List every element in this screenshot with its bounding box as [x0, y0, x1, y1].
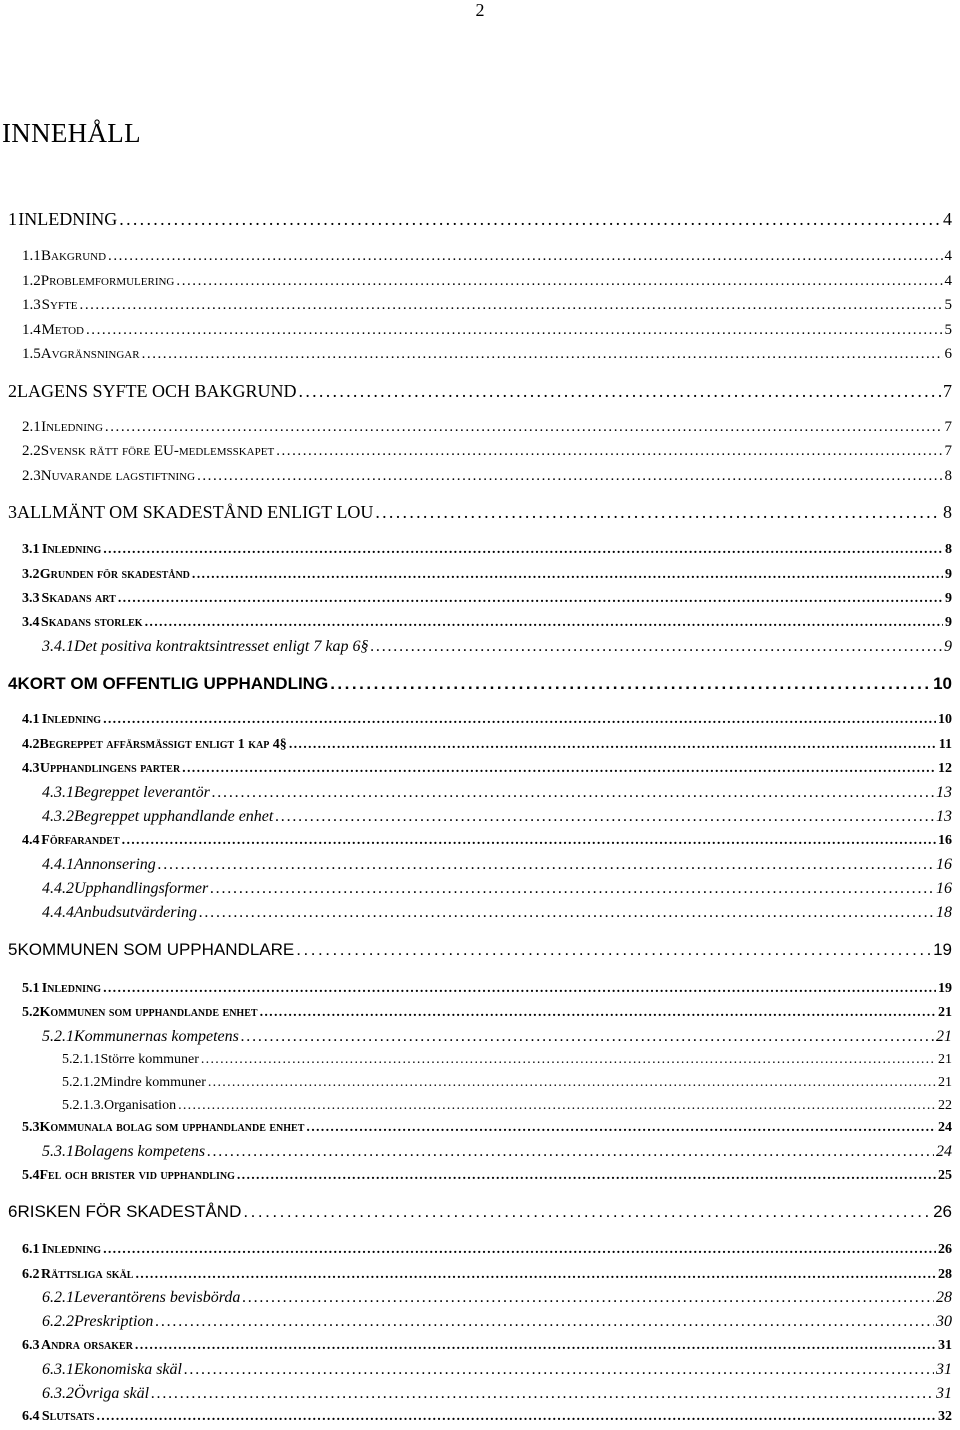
- toc-label: KOMMUNEN SOM UPPHANDLARE: [17, 940, 295, 959]
- toc-page: 6: [944, 346, 952, 362]
- toc-leader: [260, 1002, 936, 1024]
- toc-leader: [178, 1095, 936, 1117]
- toc-leader: [119, 208, 941, 230]
- toc-entry-3-4[interactable]: [22, 612, 952, 634]
- toc-label: Grunden för skadestånd: [39, 567, 190, 582]
- toc-page: 32: [938, 1409, 952, 1424]
- toc-number: 4: [8, 674, 18, 693]
- toc-page: 21: [938, 1075, 952, 1090]
- toc-leader: [375, 501, 941, 523]
- toc-leader: [306, 1117, 936, 1139]
- toc-label: Syfte: [41, 297, 78, 313]
- toc-number: 1.4: [22, 322, 41, 338]
- toc-number: 6: [8, 1202, 18, 1221]
- toc-label: Andra orsaker: [40, 1338, 133, 1353]
- toc-number: 1.1: [22, 248, 41, 264]
- toc-entry-1[interactable]: [8, 208, 952, 230]
- toc-leader: [243, 1201, 931, 1223]
- toc-page: 21: [936, 1028, 952, 1045]
- toc-leader: [151, 1383, 934, 1405]
- toc-page: 28: [938, 1267, 952, 1282]
- toc-leader: [275, 806, 934, 828]
- toc-leader: [118, 588, 943, 610]
- toc-number: 5.2: [22, 1005, 40, 1020]
- toc-entry-5-2-1-3[interactable]: [62, 1095, 952, 1117]
- toc-label: Inledning: [41, 981, 102, 996]
- toc-page: 13: [936, 808, 952, 825]
- toc-entry-5-3-1[interactable]: [42, 1141, 952, 1163]
- toc-entry-5-2-1-2[interactable]: [62, 1072, 952, 1094]
- toc-page: 19: [933, 940, 952, 959]
- toc-page: 9: [944, 638, 952, 655]
- toc-label: Inledning: [41, 419, 103, 435]
- toc-number: 3.4.1: [42, 638, 74, 655]
- toc-entry-5[interactable]: [8, 939, 952, 961]
- toc-entry-5-4[interactable]: [22, 1165, 952, 1187]
- toc-page: 22: [938, 1098, 952, 1113]
- toc-page: 5: [944, 297, 952, 313]
- toc-number: 6.3: [22, 1338, 40, 1353]
- toc-leader: [370, 636, 942, 658]
- toc-page: 10: [938, 712, 952, 727]
- toc-entry-6-2-2[interactable]: [42, 1311, 952, 1333]
- toc-page: 7: [944, 443, 952, 459]
- toc-leader: [212, 782, 934, 804]
- toc-page: 5: [944, 322, 952, 338]
- toc-number: 1.2: [22, 273, 41, 289]
- toc-label: Nuvarande lagstiftning: [40, 468, 196, 484]
- toc-leader: [145, 612, 943, 634]
- toc-page: 31: [938, 1338, 952, 1353]
- toc-entry-5-2-1[interactable]: [42, 1026, 952, 1048]
- toc-number: 1: [8, 209, 17, 229]
- toc-entry-3-3[interactable]: [22, 588, 952, 610]
- toc-page: 24: [936, 1143, 952, 1160]
- toc-entry-6-3-2[interactable]: [42, 1383, 952, 1405]
- toc-page: 28: [936, 1289, 952, 1306]
- toc-leader: [97, 1406, 937, 1428]
- toc-page: 21: [938, 1052, 952, 1067]
- toc-leader: [192, 564, 943, 586]
- toc-entry-4[interactable]: [8, 673, 952, 695]
- toc-number: 5: [8, 940, 18, 959]
- toc-leader: [182, 758, 936, 780]
- toc-page: 18: [936, 904, 952, 921]
- toc-label: KORT OM OFFENTLIG UPPHANDLING: [17, 674, 329, 693]
- toc-number: 6.4: [22, 1409, 40, 1424]
- toc-number: 5.2.1.2: [62, 1075, 101, 1090]
- toc-page: 9: [945, 615, 952, 630]
- toc-label: Slutsats: [41, 1409, 95, 1424]
- toc-label: RISKEN FÖR SKADESTÅND: [17, 1202, 242, 1221]
- toc-label: Avgränsningar: [40, 346, 140, 362]
- toc-label: Anbudsutvärdering: [74, 904, 197, 921]
- page-title: INNEHÅLL: [2, 118, 141, 148]
- toc-entry-1-4[interactable]: [22, 319, 952, 341]
- toc-label: Organisation: [104, 1098, 177, 1113]
- page-number: 2: [475, 0, 485, 20]
- toc-label: Mindre kommuner: [100, 1075, 206, 1090]
- toc-entry-3-4-1[interactable]: [42, 636, 952, 658]
- toc-number: 2.1: [22, 419, 41, 435]
- toc-number: 3.1: [22, 542, 40, 557]
- toc-entry-6-3-1[interactable]: [42, 1359, 952, 1381]
- toc-number: 4.3: [22, 761, 40, 776]
- toc-number: 5.2.1.1: [62, 1052, 101, 1067]
- toc-page: 10: [933, 674, 952, 693]
- toc-entry-4-2[interactable]: [22, 734, 952, 756]
- toc-page: 8: [945, 542, 952, 557]
- toc-page: 16: [936, 856, 952, 873]
- toc-leader: [299, 380, 941, 402]
- toc-number: 4.3.1: [42, 784, 74, 801]
- toc-label: Preskription: [74, 1313, 154, 1330]
- toc-page: 9: [945, 591, 952, 606]
- toc-leader: [276, 440, 942, 462]
- toc-entry-4-4-2[interactable]: [42, 878, 952, 900]
- toc-leader: [207, 1141, 934, 1163]
- toc-leader: [86, 319, 943, 341]
- toc-page: 16: [938, 833, 952, 848]
- toc-leader: [142, 343, 943, 365]
- toc-label: INLEDNING: [18, 209, 118, 229]
- toc-number: 4.2: [22, 737, 40, 752]
- toc-leader: [237, 1165, 936, 1187]
- toc-page: 4: [943, 209, 952, 229]
- toc-label: Leverantörens bevisbörda: [74, 1289, 241, 1306]
- toc-label: Kommunala bolag som upphandlande enhet: [39, 1120, 305, 1135]
- toc-number: 4.4.2: [42, 880, 74, 897]
- toc-leader: [208, 1072, 936, 1094]
- toc-page: 4: [944, 273, 952, 289]
- toc-entry-1-5[interactable]: [22, 343, 952, 365]
- toc-page: 26: [933, 1202, 952, 1221]
- toc-entry-2-1[interactable]: [22, 416, 952, 438]
- toc-label: Större kommuner: [100, 1052, 199, 1067]
- toc-label: Upphandlingsformer: [74, 880, 209, 897]
- toc-leader: [242, 1287, 934, 1309]
- toc-entry-5-2[interactable]: [22, 1002, 952, 1024]
- toc-entry-2-2[interactable]: [22, 440, 952, 462]
- toc-number: 6.2.1: [42, 1289, 74, 1306]
- toc-entry-4-4-1[interactable]: [42, 854, 952, 876]
- toc-label: LAGENS SYFTE OCH BAKGRUND: [17, 381, 297, 401]
- toc-page: 12: [938, 761, 952, 776]
- toc-label: Metod: [41, 322, 84, 338]
- toc-number: 3.4: [22, 615, 40, 630]
- toc-number: 2: [8, 381, 17, 401]
- toc-entry-4-4[interactable]: [22, 830, 952, 852]
- toc-number: 6.3.1: [42, 1361, 74, 1378]
- toc-entry-1-1[interactable]: [22, 245, 952, 267]
- toc-label: Rättsliga skäl: [40, 1267, 134, 1282]
- toc-label: Kommunen som upphandlande enhet: [39, 1005, 258, 1020]
- toc-entry-6[interactable]: [8, 1201, 952, 1223]
- toc-number: 1.5: [22, 346, 41, 362]
- toc-page: 24: [938, 1120, 952, 1135]
- toc-leader: [210, 878, 934, 900]
- toc-page: 13: [936, 784, 952, 801]
- toc-label: Inledning: [41, 542, 102, 557]
- toc-leader: [103, 539, 943, 561]
- toc-label: Förfarandet: [41, 833, 120, 848]
- toc-entry-3-1[interactable]: [22, 539, 952, 561]
- toc-label: Bakgrund: [41, 248, 107, 264]
- toc-label: Fel och brister vid upphandling: [39, 1168, 235, 1183]
- toc-number: 6.2: [22, 1267, 40, 1282]
- toc-number: 4.4: [22, 833, 40, 848]
- toc-page: 4: [944, 248, 952, 264]
- toc-entry-4-3-2[interactable]: [42, 806, 952, 828]
- toc-entry-6-3[interactable]: [22, 1335, 952, 1357]
- toc-page: 25: [938, 1168, 952, 1183]
- toc-leader: [103, 1239, 936, 1261]
- toc-number: 5.1: [22, 981, 40, 996]
- toc-leader: [122, 830, 936, 852]
- toc-label: Övriga skäl: [74, 1385, 150, 1402]
- toc-page: 9: [945, 567, 952, 582]
- toc-entry-1-3[interactable]: [22, 294, 952, 316]
- toc-leader: [80, 294, 943, 316]
- toc-number: 4.3.2: [42, 808, 74, 825]
- toc-entry-5-3[interactable]: [22, 1117, 952, 1139]
- toc-entry-4-3[interactable]: [22, 758, 952, 780]
- toc-entry-2-3[interactable]: [22, 465, 952, 487]
- toc-leader: [158, 854, 934, 876]
- toc-label: Begreppet affärsmässigt enligt 1 kap 4§: [39, 737, 287, 752]
- toc-leader: [197, 465, 942, 487]
- toc-entry-1-2[interactable]: [22, 270, 952, 292]
- toc-entry-6-2-1[interactable]: [42, 1287, 952, 1309]
- toc-page: 8: [944, 468, 952, 484]
- toc-entry-5-1[interactable]: [22, 978, 952, 1000]
- toc-label: Det positiva kontraktsintresset enligt 7 kap 6§: [74, 638, 369, 655]
- toc-number: 5.3: [22, 1120, 40, 1135]
- toc-leader: [330, 673, 931, 695]
- toc-leader: [103, 709, 936, 731]
- toc-label: Upphandlingens parter: [39, 761, 181, 776]
- toc-leader: [201, 1049, 936, 1071]
- toc-number: 5.4: [22, 1168, 40, 1183]
- toc-leader: [296, 939, 931, 961]
- toc-leader: [135, 1335, 936, 1357]
- toc-leader: [184, 1359, 934, 1381]
- toc-page: 31: [936, 1361, 952, 1378]
- toc-label: Begreppet leverantör: [74, 784, 210, 801]
- toc-page: 21: [938, 1005, 952, 1020]
- toc-page: 31: [936, 1385, 952, 1402]
- toc-entry-6-1[interactable]: [22, 1239, 952, 1261]
- toc-entry-5-2-1-1[interactable]: [62, 1049, 952, 1071]
- toc-label: Annonsering: [74, 856, 156, 873]
- toc-leader: [105, 416, 943, 438]
- toc-number: 6.3.2: [42, 1385, 74, 1402]
- toc-label: Svensk rätt före EU-medlemsskapet: [40, 443, 275, 459]
- toc-number: 4.4.1: [42, 856, 74, 873]
- toc-leader: [155, 1311, 934, 1333]
- toc-entry-4-4-4[interactable]: [42, 902, 952, 924]
- toc-entry-3[interactable]: [8, 501, 952, 523]
- toc-number: 6.2.2: [42, 1313, 74, 1330]
- toc-label: Ekonomiska skäl: [74, 1361, 182, 1378]
- toc-page: 19: [938, 981, 952, 996]
- toc-label: Inledning: [41, 1242, 102, 1257]
- toc-entry-4-1[interactable]: [22, 709, 952, 731]
- toc-number: 3.3: [22, 591, 40, 606]
- toc-number: 4.4.4: [42, 904, 74, 921]
- toc-number: 2.3: [22, 468, 41, 484]
- toc-number: 6.1: [22, 1242, 40, 1257]
- toc-leader: [199, 902, 934, 924]
- toc-label: Problemformulering: [40, 273, 175, 289]
- toc-number: 2.2: [22, 443, 41, 459]
- toc-label: Bolagens kompetens: [74, 1143, 206, 1160]
- toc-leader: [108, 245, 942, 267]
- toc-page: 8: [943, 502, 952, 522]
- toc-leader: [176, 270, 942, 292]
- toc-page: 11: [938, 737, 952, 752]
- toc-page: 30: [936, 1313, 952, 1330]
- toc-number: 1.3: [22, 297, 41, 313]
- toc-number: 3.2: [22, 567, 40, 582]
- toc-page: 26: [938, 1242, 952, 1257]
- toc-number: 3: [8, 502, 17, 522]
- toc-entry-6-4[interactable]: [22, 1406, 952, 1428]
- toc-label: Skadans art: [41, 591, 116, 606]
- toc-entry-4-3-1[interactable]: [42, 782, 952, 804]
- toc-entry-3-2[interactable]: [22, 564, 952, 586]
- toc-leader: [135, 1264, 936, 1286]
- toc-label: Begreppet upphandlande enhet: [74, 808, 274, 825]
- toc-number: 5.3.1: [42, 1143, 74, 1160]
- toc-label: Skadans storlek: [40, 615, 143, 630]
- toc-page: 7: [943, 381, 952, 401]
- toc-entry-2[interactable]: [8, 380, 952, 402]
- toc-page: 16: [936, 880, 952, 897]
- toc-entry-6-2[interactable]: [22, 1264, 952, 1286]
- toc-label: Kommunernas kompetens: [74, 1028, 239, 1045]
- toc-number: 5.2.1.3.: [62, 1098, 104, 1113]
- toc-leader: [103, 978, 936, 1000]
- toc-leader: [241, 1026, 934, 1048]
- toc-label: ALLMÄNT OM SKADESTÅND ENLIGT LOU: [17, 502, 374, 522]
- toc-page: 7: [944, 419, 952, 435]
- toc-number: 5.2.1: [42, 1028, 74, 1045]
- toc-number: 4.1: [22, 712, 40, 727]
- toc-leader: [289, 734, 937, 756]
- toc-label: Inledning: [41, 712, 102, 727]
